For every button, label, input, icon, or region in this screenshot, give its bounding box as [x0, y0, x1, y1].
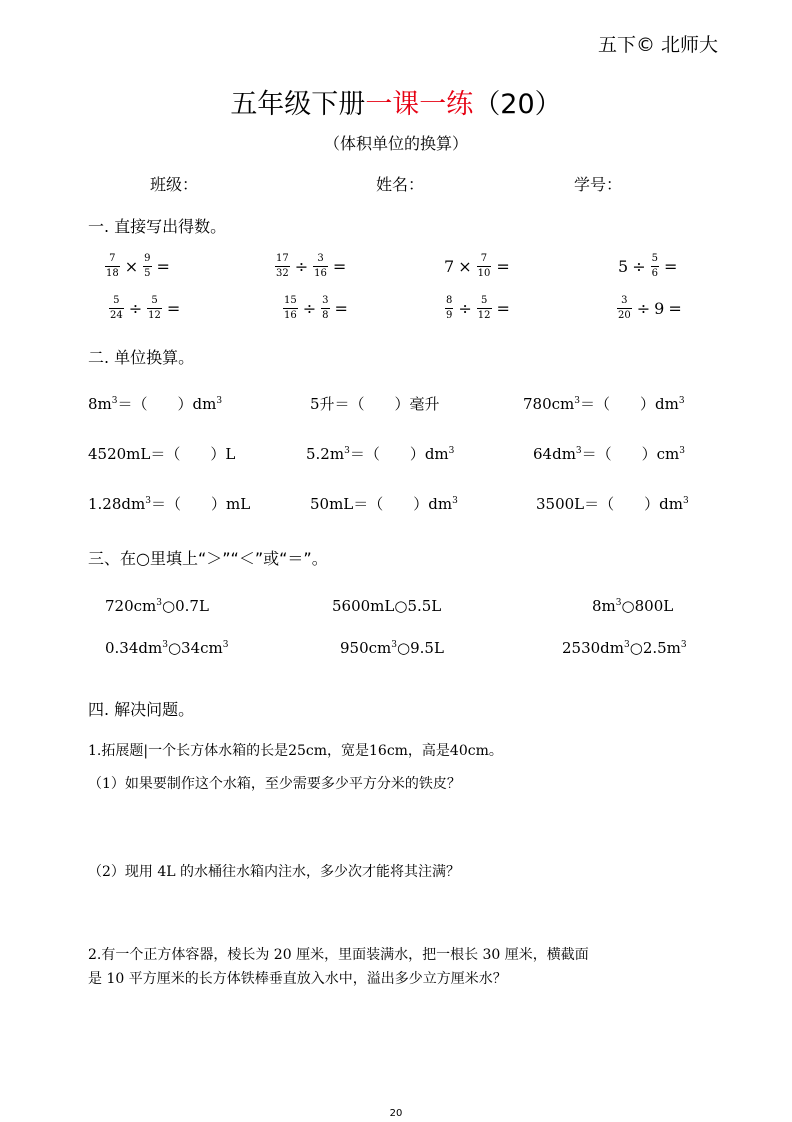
denominator: 18	[106, 268, 119, 279]
numerator: 17	[276, 253, 289, 264]
numerator: 5	[113, 295, 120, 306]
problem-1: 1.拓展题|一个长方体水箱的长是25cm，宽是16cm，高是40cm。	[88, 743, 503, 759]
operator: ÷	[636, 299, 651, 318]
conversion-1-1: $8m^3=$（ ）$dm^3$	[88, 395, 223, 413]
fraction	[617, 295, 632, 322]
conversion-2-3: $64dm^3=$（ ）$cm^3$	[533, 445, 686, 463]
conversion-1-3: $780cm^3=$（ ）$dm^3$	[523, 395, 685, 413]
title-suffix: （20）	[473, 89, 562, 120]
edition-label: 五下© 北师大	[597, 34, 718, 56]
numerator: 9	[144, 253, 151, 264]
section2-heading: 二. 单位换算。	[88, 348, 195, 367]
operator: 7	[444, 257, 455, 276]
compare-1-3: $8m^3○800L$	[592, 597, 674, 615]
problem-1-part-1: （1）如果要制作这个水箱，至少需要多少平方分米的铁皮？	[88, 776, 461, 792]
operator: =	[166, 299, 181, 318]
conversion-2-1: 4520mL＝（ ）L	[88, 445, 236, 463]
title-highlight: 一课一练	[365, 89, 474, 120]
operator: ×	[124, 257, 139, 276]
fraction-bar	[477, 308, 492, 309]
expr-1-3	[443, 253, 511, 280]
expr-2-4	[615, 295, 683, 322]
name-field: 姓名：	[376, 175, 425, 194]
denominator: 8	[322, 310, 329, 321]
fraction-bar	[147, 308, 162, 309]
operator: ÷	[458, 299, 472, 318]
denominator: 16	[284, 310, 297, 321]
problem-1-part-2: （2）现用 4L 的水桶往水箱内注水，多少次才能将其注满？	[88, 864, 461, 880]
page-title	[0, 82, 792, 121]
fraction-bar	[477, 266, 492, 267]
numerator: 5	[480, 295, 488, 306]
operator: 9	[654, 299, 665, 318]
conversion-2-2: $5.2m^3=$（ ）$dm^3$	[306, 445, 455, 463]
denominator: 5	[144, 268, 151, 279]
operator: =	[668, 299, 682, 318]
compare-2-2: $950cm^3○9.5L$	[340, 639, 444, 657]
section3-heading: 三、在○里填上“＞”“＜”或“＝”。	[88, 549, 328, 568]
denominator: 16	[314, 268, 327, 279]
numerator: 7	[109, 253, 116, 264]
denominator: 20	[618, 310, 631, 321]
expr-1-1	[103, 253, 171, 280]
operator: ×	[458, 257, 472, 276]
title-prefix: 五年级下册	[230, 89, 366, 120]
fraction	[445, 295, 453, 322]
compare-2-1: $0.34dm^3○34cm^3$	[105, 639, 229, 657]
denominator: 12	[477, 310, 491, 321]
fraction	[143, 253, 151, 280]
denominator: 12	[148, 310, 161, 321]
fraction	[321, 295, 329, 322]
problem-2-line-1: 2.有一个正方体容器，棱长为 20 厘米，里面装满水，把一根长 30 厘米，横截面	[88, 947, 589, 963]
denominator: 9	[446, 310, 453, 321]
operator: ÷	[632, 257, 646, 276]
fraction	[313, 253, 328, 280]
conversion-3-3: 3500L＝（ ）$dm^3$	[536, 495, 689, 513]
fraction-bar	[105, 266, 120, 267]
numerator: 3	[621, 295, 628, 306]
fraction	[283, 295, 298, 322]
numerator: 3	[322, 295, 329, 306]
expr-2-2	[281, 295, 349, 322]
class-field: 班级：	[150, 175, 199, 194]
denominator: 24	[110, 310, 123, 321]
denominator: 10	[477, 268, 491, 279]
compare-1-1: $720cm^3○0.7L$	[105, 597, 209, 615]
expr-2-1	[107, 295, 181, 322]
page-subtitle: （体积单位的换算）	[323, 134, 468, 153]
student-number-field: 学号：	[574, 175, 623, 194]
section1-heading: 一. 直接写出得数。	[88, 217, 227, 236]
operator: ÷	[294, 257, 309, 276]
fraction-bar	[275, 266, 290, 267]
fraction-bar	[313, 266, 328, 267]
operator: =	[496, 299, 510, 318]
page-number: 20	[389, 1108, 403, 1119]
numerator: 3	[317, 253, 324, 264]
expr-1-2	[273, 253, 347, 280]
fraction-bar	[445, 308, 453, 309]
compare-1-2: 5600mL○5.5L	[332, 597, 442, 615]
fraction	[275, 253, 290, 280]
fraction	[477, 295, 492, 322]
operator: =	[334, 299, 348, 318]
problem-2-line-2: 是 10 平方厘米的长方体铁棒垂直放入水中，溢出多少立方厘米水？	[88, 971, 507, 987]
fraction-bar	[651, 266, 659, 267]
section4-heading: 四. 解决问题。	[88, 700, 195, 719]
numerator: 5	[151, 295, 158, 306]
denominator: 32	[276, 268, 289, 279]
operator: =	[663, 257, 678, 276]
fraction	[109, 295, 124, 322]
expr-2-3	[443, 295, 511, 322]
operator: =	[332, 257, 347, 276]
operator: 5	[618, 257, 629, 276]
conversion-3-2: 50mL＝（ ）$dm^3$	[310, 495, 458, 513]
expr-1-4	[617, 253, 678, 280]
fraction-bar	[617, 308, 632, 309]
fraction-bar	[321, 308, 329, 309]
compare-2-3: $2530dm^3○2.5m^3$	[562, 639, 687, 657]
fraction	[477, 253, 492, 280]
numerator: 15	[284, 295, 297, 306]
operator: =	[156, 257, 170, 276]
numerator: 7	[480, 253, 488, 264]
fraction	[147, 295, 162, 322]
numerator: 8	[446, 295, 453, 306]
fraction-bar	[143, 266, 151, 267]
operator: =	[496, 257, 510, 276]
fraction-bar	[109, 308, 124, 309]
numerator: 5	[651, 253, 658, 264]
operator: ÷	[128, 299, 143, 318]
fraction	[105, 253, 120, 280]
denominator: 6	[651, 268, 658, 279]
conversion-3-1: $1.28dm^3=$（ ）mL	[88, 495, 251, 513]
operator: ÷	[302, 299, 317, 318]
fraction	[651, 253, 659, 280]
fraction-bar	[283, 308, 298, 309]
conversion-1-2: 5升＝（ ）毫升	[310, 395, 440, 413]
